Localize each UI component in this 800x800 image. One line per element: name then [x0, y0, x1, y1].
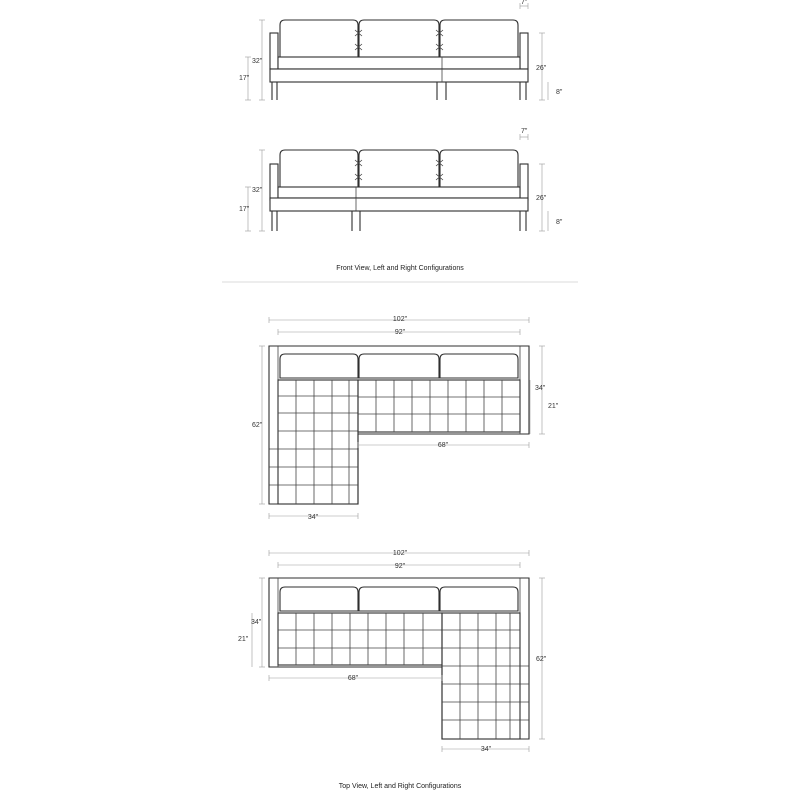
- seat-depth-label: 21": [238, 636, 249, 643]
- back-cushion: [440, 150, 518, 187]
- top-view-left-config: [252, 316, 559, 521]
- front-view-right-config: [239, 128, 563, 231]
- seat-depth-label: 21": [548, 403, 559, 410]
- top-view-right-config: [238, 550, 547, 753]
- back-cushion: [359, 354, 439, 378]
- inner-width-label: 92": [394, 563, 406, 570]
- seat-cushion: [278, 187, 520, 198]
- back-cushion: [440, 587, 518, 611]
- chaise-depth-label: 62": [252, 422, 263, 429]
- arm-width-label: 7": [521, 0, 528, 6]
- back-cushion: [280, 354, 358, 378]
- front-view-caption: Front View, Left and Right Configurations: [336, 265, 464, 272]
- sofa-base: [270, 198, 528, 211]
- leg-height-label: 8": [556, 89, 563, 96]
- overall-width-label: 102": [392, 550, 408, 557]
- sofa-seat-width-label: 68": [437, 442, 449, 449]
- top-view-caption: Top View, Left and Right Configurations: [338, 783, 462, 790]
- back-cushion: [280, 20, 358, 57]
- back-height-label: 32": [252, 187, 263, 194]
- right-arm: [520, 164, 528, 200]
- back-cushion: [280, 587, 358, 611]
- sofa-seat-width-label: 68": [347, 675, 359, 682]
- arm-width-label: 7": [521, 128, 528, 135]
- back-cushion: [440, 354, 518, 378]
- sofa-depth-label: 34": [251, 619, 262, 626]
- sofa-depth-label: 34": [535, 385, 546, 392]
- right-arm: [520, 33, 528, 69]
- seat-height-label: 17": [239, 206, 250, 213]
- chaise-depth-label: 62": [536, 656, 547, 663]
- front-view-left-config: [239, 0, 563, 100]
- inner-width-label: 92": [394, 329, 406, 336]
- left-arm: [270, 164, 278, 200]
- arm-height-label: 26": [536, 65, 547, 72]
- leg-height-label: 8": [556, 219, 563, 226]
- seat-cushion: [278, 57, 520, 69]
- back-cushion: [359, 587, 439, 611]
- seat-height-label: 17": [239, 75, 250, 82]
- overall-width-label: 102": [392, 316, 408, 323]
- back-cushion: [359, 20, 439, 57]
- left-arm: [270, 33, 278, 69]
- back-cushion: [440, 20, 518, 57]
- back-height-label: 32": [252, 58, 263, 65]
- arm-height-label: 26": [536, 195, 547, 202]
- back-cushion: [359, 150, 439, 187]
- chaise-width-label: 34": [307, 514, 319, 521]
- sofa-base: [270, 69, 528, 82]
- chaise-width-label: 34": [480, 746, 492, 753]
- back-cushion: [280, 150, 358, 187]
